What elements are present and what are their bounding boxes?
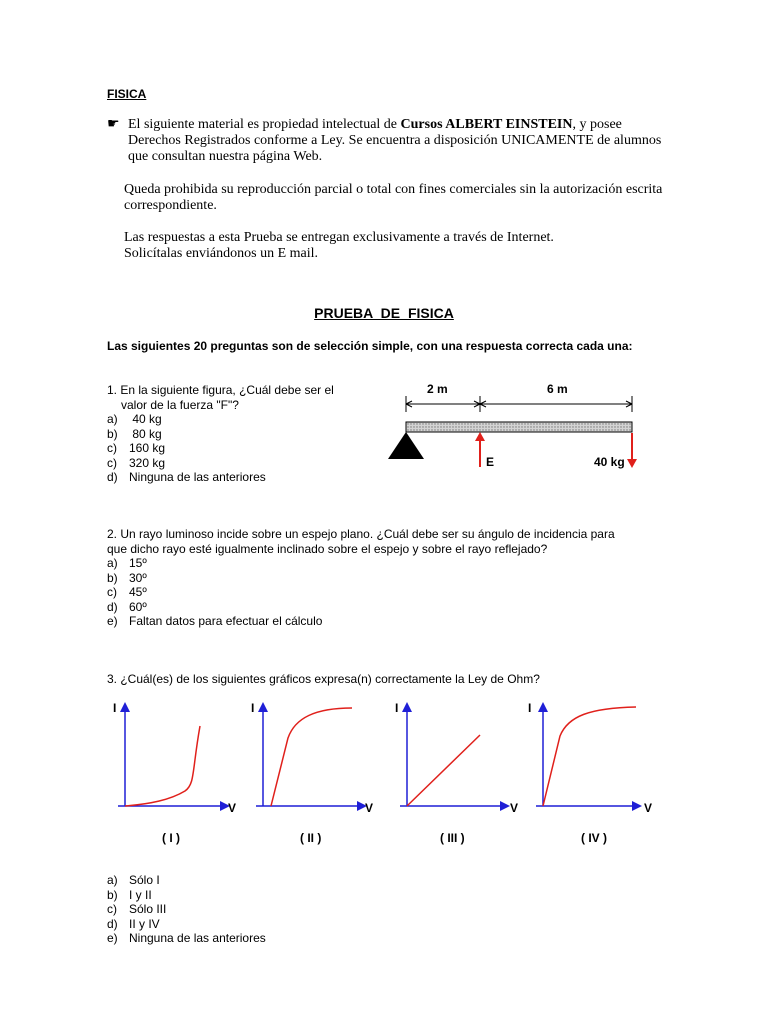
answer-option[interactable]	[107, 556, 727, 571]
fulcrum-support	[388, 432, 424, 459]
subject-heading: FISICA	[107, 87, 147, 101]
graph-2	[251, 701, 373, 845]
option-text: 80 kg	[129, 426, 162, 441]
graph-3	[395, 701, 518, 845]
option-letter: a)	[107, 556, 118, 570]
option-letter: c)	[107, 902, 117, 916]
question-2-text-line-1: 2. Un rayo luminoso incide sobre un espejo plano. ¿Cuál debe ser su ángulo de incidencia para	[107, 527, 615, 541]
graph-4-curve	[543, 707, 636, 806]
question-3-text: 3. ¿Cuál(es) de los siguientes gráficos expresa(n) correctamente la Ley de Ohm?	[107, 672, 540, 686]
graph-3-line	[407, 735, 480, 806]
option-text: Sólo III	[129, 902, 167, 916]
notice-text-1: El siguiente material es propiedad intelectual de	[128, 117, 401, 132]
graph-2-y-label: I	[251, 701, 255, 715]
question-3	[107, 672, 727, 687]
answer-option[interactable]	[107, 427, 377, 442]
option-letter: e)	[107, 614, 118, 628]
answer-option[interactable]	[107, 441, 377, 456]
answer-option[interactable]	[107, 888, 507, 903]
graph-1	[113, 701, 236, 845]
option-text: 60º	[129, 599, 147, 614]
graph-3-y-label: I	[395, 701, 399, 715]
weight-label: 40 kg	[594, 455, 625, 469]
test-instructions: Las siguientes 20 preguntas son de selección simple, con una respuesta correcta cada una:	[107, 339, 633, 353]
graph-4-x-label: V	[644, 801, 653, 815]
option-letter: d)	[107, 470, 118, 484]
notice-paragraph-3-line-2: Solicítalas enviándonos un E mail.	[124, 246, 319, 261]
notice-text-2: , y posee Derechos Registrados conforme a Ley. Se encuentra a disposición UNICAMENTE de alumnos que consultan nuestra página Web.	[128, 117, 662, 164]
dim-label-left: 2 m	[427, 382, 448, 396]
option-text: 40 kg	[129, 412, 162, 426]
notice-paragraph-3	[124, 230, 684, 262]
answer-option[interactable]	[107, 600, 727, 615]
graph-2-curve	[271, 708, 352, 806]
notice-paragraph-1	[128, 117, 668, 165]
graph-1-caption: ( I )	[162, 831, 180, 845]
option-text: Ninguna de las anteriores	[129, 470, 266, 484]
graph-2-caption: ( II )	[300, 831, 322, 845]
option-text: 320 kg	[129, 455, 166, 470]
option-letter: b)	[107, 426, 118, 441]
option-letter: d)	[107, 916, 118, 931]
test-title: PRUEBA DE FISICA	[314, 305, 454, 321]
option-text: Faltan datos para efectuar el cálculo	[129, 614, 323, 628]
answer-option[interactable]	[107, 917, 507, 932]
answer-option[interactable]	[107, 571, 727, 586]
option-text: 45º	[129, 585, 147, 599]
brand-name: Cursos ALBERT EINSTEIN	[400, 117, 573, 132]
question-1-text-line-1: 1. En la siguiente figura, ¿Cuál debe ser el	[107, 383, 334, 397]
option-text: Sólo I	[129, 873, 160, 887]
answer-option[interactable]	[107, 614, 727, 629]
answer-option[interactable]	[107, 470, 377, 485]
graph-1-y-label: I	[113, 701, 117, 715]
answer-option[interactable]	[107, 412, 377, 427]
pointing-hand-icon: ☛	[107, 117, 120, 132]
option-letter: a)	[107, 873, 118, 887]
option-letter: b)	[107, 570, 118, 585]
graph-4-y-label: I	[528, 701, 532, 715]
option-letter: a)	[107, 412, 118, 426]
question-1-options	[107, 412, 377, 485]
answer-option[interactable]	[107, 902, 507, 917]
option-letter: c)	[107, 441, 117, 455]
option-letter: d)	[107, 599, 118, 614]
option-letter: e)	[107, 931, 118, 945]
option-text: 160 kg	[129, 441, 166, 455]
graph-4	[528, 701, 652, 845]
question-2-text-line-2: que dicho rayo esté igualmente inclinado sobre el espejo y sobre el rayo reflejado?	[107, 541, 548, 556]
answer-option[interactable]	[107, 873, 507, 888]
dim-label-right: 6 m	[547, 382, 568, 396]
option-text: I y II	[129, 887, 152, 902]
graph-1-x-label: V	[228, 801, 237, 815]
question-1	[107, 383, 377, 485]
question-1-text-line-2: valor de la fuerza "F"?	[121, 397, 239, 412]
graph-1-curve	[125, 726, 200, 806]
option-letter: c)	[107, 585, 117, 599]
graph-3-x-label: V	[510, 801, 519, 815]
ohm-graphs	[100, 696, 680, 856]
option-letter: b)	[107, 887, 118, 902]
answer-option[interactable]	[107, 456, 377, 471]
question-2	[107, 527, 727, 629]
graph-4-caption: ( IV )	[581, 831, 607, 845]
question-2-options	[107, 556, 727, 629]
notice-paragraph-2: Queda prohibida su reproducción parcial o total con fines comerciales sin la autorización escrita correspondiente.	[124, 182, 663, 213]
option-text: Ninguna de las anteriores	[129, 931, 266, 945]
graph-2-x-label: V	[365, 801, 374, 815]
option-text: 15º	[129, 556, 147, 570]
question-3-options	[107, 873, 507, 946]
lever-figure	[380, 378, 650, 478]
notice-paragraph-3-line-1: Las respuestas a esta Prueba se entregan exclusivamente a través de Internet.	[124, 230, 554, 245]
answer-option[interactable]	[107, 931, 507, 946]
answer-option[interactable]	[107, 585, 727, 600]
option-letter: c)	[107, 455, 117, 470]
option-text: 30º	[129, 570, 147, 585]
beam	[406, 422, 632, 432]
force-e-label: E	[486, 455, 495, 469]
graph-3-caption: ( III )	[440, 831, 465, 845]
option-text: II y IV	[129, 916, 160, 931]
